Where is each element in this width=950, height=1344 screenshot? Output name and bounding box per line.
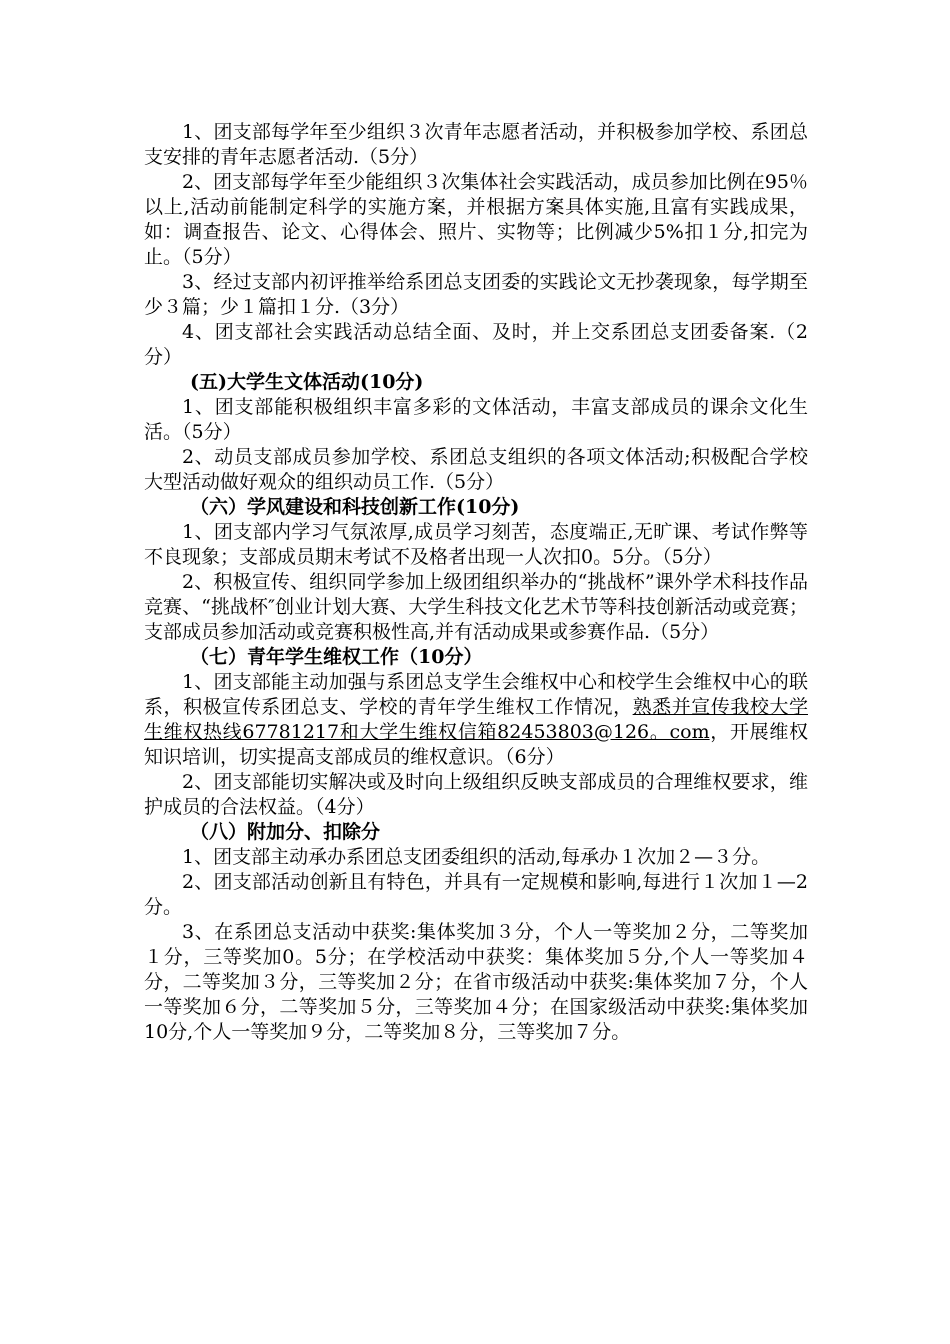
paragraph: 3、在系团总支活动中获奖:集体奖加３分，个人一等奖加２分，二等奖加１分，三等奖加0。5分；在学校活动中获奖：集体奖加５分,个人一等奖加４分，二等奖加３分，三等奖加２分；在省市级活动中获奖:集体奖加７分，个人一等奖加６分，二等奖加５分，三等奖加４分；在国家级活动中获奖:集体奖加10分,个人一等奖加９分，二等奖加８分，三等奖加７分。: [144, 921, 808, 1043]
paragraph: 2、团支部每学年至少能组织３次集体社会实践活动，成员参加比例在95％以上,活动前能制定科学的实施方案，并根据方案具体实施,且富有实践成果，如：调查报告、论文、心得体会、照片、实物等；比例减少5%扣１分,扣完为止。（5分）: [144, 171, 808, 268]
paragraph-text: 1、团支部能主动加强与系团总支学生会维权中心和校学生会维权中心的联系，积极宣传系团总支、学校的青年学生维权工作情况，: [144, 671, 808, 718]
paragraph: 4、团支部社会实践活动总结全面、及时，并上交系团总支团委备案.（2分）: [144, 321, 808, 368]
paragraph: 3、经过支部内初评推举给系团总支团委的实践论文无抄袭现象，每学期至少３篇；少１篇扣１分.（3分）: [144, 271, 808, 318]
section-heading: （八）附加分、扣除分: [190, 821, 381, 843]
section-heading: （七）青年学生维权工作（10分）: [190, 646, 483, 668]
document-page: [144, 120, 808, 1045]
paragraph: 1、团支部主动承办系团总支团委组织的活动,每承办１次加２—３分。: [182, 846, 771, 868]
paragraph: 2、动员支部成员参加学校、系团总支组织的各项文体活动;积极配合学校大型活动做好观众的组织动员工作.（5分）: [144, 446, 808, 493]
section-heading: （六）学风建设和科技创新工作(10分): [190, 496, 520, 518]
paragraph: 1、团支部能积极组织丰富多彩的文体活动，丰富支部成员的课余文化生活。（5分）: [144, 396, 808, 443]
paragraph: 2、团支部活动创新且有特色，并具有一定规模和影响,每进行１次加１—2分。: [144, 871, 808, 918]
paragraph: 2、团支部能切实解决或及时向上级组织反映支部成员的合理维权要求，维护成员的合法权益。（4分）: [144, 771, 808, 818]
paragraph-with-link: [144, 670, 808, 770]
paragraph-text: ，开展维权知识培训，切实提高支部成员的维权意识。（6分）: [144, 721, 808, 768]
paragraph: 2、积极宣传、组织同学参加上级团组织举办的“挑战杯”课外学术科技作品竞赛、“挑战杯″创业计划大赛、大学生科技文化艺术节等科技创新活动或竞赛；支部成员参加活动或竞赛积极性高,并有活动成果或参赛作品.（5分）: [144, 571, 808, 643]
section-heading: (五)大学生文体活动(10分): [190, 371, 424, 393]
hotline-email-link[interactable]: 熟悉并宣传我校大学生维权热线67781217和大学生维权信箱82453803@126。com: [144, 696, 808, 743]
paragraph: 1、团支部内学习气氛浓厚,成员学习刻苦，态度端正,无旷课、考试作弊等不良现象；支部成员期末考试不及格者出现一人次扣0。5分。（5分）: [144, 521, 808, 568]
paragraph: 1、团支部每学年至少组织３次青年志愿者活动，并积极参加学校、系团总支安排的青年志愿者活动.（5分）: [144, 121, 808, 168]
